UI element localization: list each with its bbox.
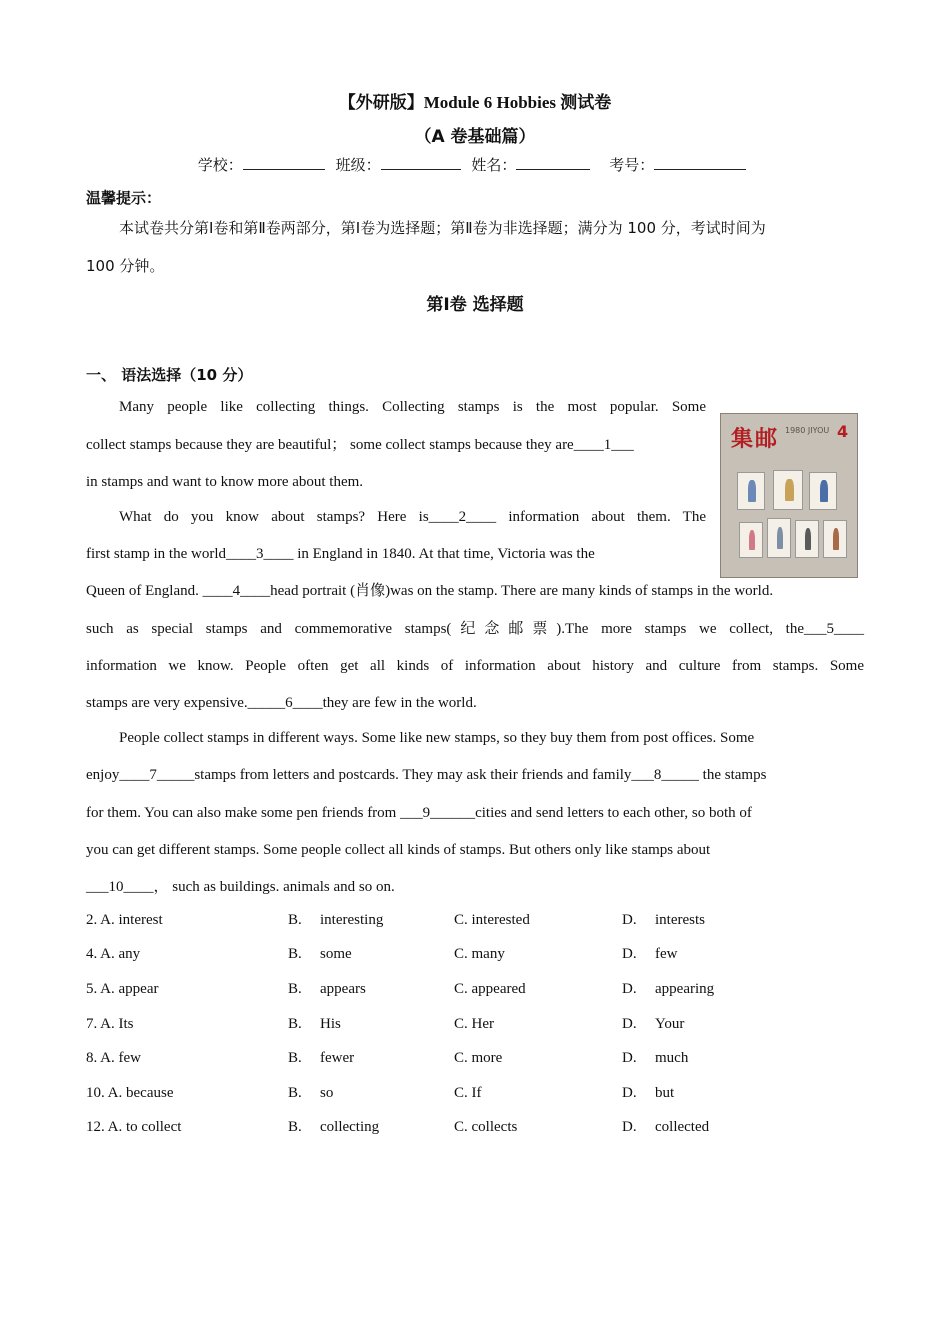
option-d[interactable]: much xyxy=(655,1050,689,1066)
option-b-letter[interactable]: B. xyxy=(288,946,302,962)
option-b[interactable]: collecting xyxy=(320,1119,380,1135)
option-b[interactable]: His xyxy=(320,1016,341,1032)
option-d-letter[interactable]: D. xyxy=(622,946,637,962)
name-blank[interactable] xyxy=(516,155,590,170)
part-heading: 一、 语法选择（10 分） xyxy=(86,366,253,384)
option-row xyxy=(0,946,950,966)
option-a[interactable]: 8. A. few xyxy=(86,1050,141,1066)
option-c[interactable]: C. interested xyxy=(454,912,530,928)
passage-line: such as special stamps and commemorative stamps(纪念邮票).The more stamps we collect, the___5____ xyxy=(86,621,864,637)
option-d-letter[interactable]: D. xyxy=(622,1119,637,1135)
class-label: 班级： xyxy=(335,156,381,174)
option-d-letter[interactable]: D. xyxy=(622,1016,637,1032)
notice-line-2: 100 分钟。 xyxy=(86,257,165,275)
name-label: 姓名： xyxy=(471,156,517,174)
stamp-thumbnail xyxy=(767,518,791,558)
option-a[interactable]: 4. A. any xyxy=(86,946,141,962)
option-b-letter[interactable]: B. xyxy=(288,1016,302,1032)
passage-line: in stamps and want to know more about them. xyxy=(86,474,364,490)
student-info-line xyxy=(0,154,950,175)
option-c[interactable]: C. appeared xyxy=(454,981,526,997)
option-b[interactable]: fewer xyxy=(320,1050,355,1066)
option-b-letter[interactable]: B. xyxy=(288,981,302,997)
passage-line: stamps are very expensive._____6____they are few in the world. xyxy=(86,695,477,711)
passage-line: collect stamps because they are beautiful； some collect stamps because they are____1___ xyxy=(86,437,634,453)
stamp-thumbnail xyxy=(737,472,765,510)
stamp-year: 1980 JIYOU xyxy=(785,426,830,435)
option-d[interactable]: but xyxy=(655,1085,675,1101)
option-row xyxy=(0,1085,950,1105)
option-c[interactable]: C. Her xyxy=(454,1016,494,1032)
option-d-letter[interactable]: D. xyxy=(622,1085,637,1101)
option-b-letter[interactable]: B. xyxy=(288,1085,302,1101)
option-d[interactable]: appearing xyxy=(655,981,715,997)
option-b[interactable]: some xyxy=(320,946,352,962)
passage-line: enjoy____7_____stamps from letters and postcards. They may ask their friends and family___8_____ the stamps xyxy=(86,767,767,783)
school-blank[interactable] xyxy=(243,155,325,170)
school-label: 学校： xyxy=(197,156,243,174)
notice-heading: 温馨提示： xyxy=(86,189,162,207)
option-row xyxy=(0,912,950,932)
exam-subtitle: （A 卷基础篇） xyxy=(414,127,536,147)
stamp-thumbnail xyxy=(773,470,803,510)
option-d-letter[interactable]: D. xyxy=(622,912,637,928)
option-b-letter[interactable]: B. xyxy=(288,912,302,928)
option-c[interactable]: C. collects xyxy=(454,1119,518,1135)
stamp-thumbnail xyxy=(795,520,819,558)
option-b-letter[interactable]: B. xyxy=(288,1050,302,1066)
stamp-thumbnail xyxy=(809,472,837,510)
option-d[interactable]: Your xyxy=(655,1016,685,1032)
option-b[interactable]: interesting xyxy=(320,912,384,928)
option-b[interactable]: appears xyxy=(320,981,366,997)
option-d[interactable]: few xyxy=(655,946,678,962)
option-a[interactable]: 7. A. Its xyxy=(86,1016,134,1032)
option-d[interactable]: interests xyxy=(655,912,705,928)
section-title: 第Ⅰ卷 选择题 xyxy=(426,295,524,315)
option-a[interactable]: 5. A. appear xyxy=(86,981,159,997)
stamp-thumbnail xyxy=(739,522,763,558)
option-b[interactable]: so xyxy=(320,1085,334,1101)
passage-line: Many people like collecting things. Collecting stamps is the most popular. Some xyxy=(119,399,706,415)
option-d[interactable]: collected xyxy=(655,1119,710,1135)
class-blank[interactable] xyxy=(381,155,461,170)
passage-line: People collect stamps in different ways. Some like new stamps, so they buy them from post offices. Some xyxy=(119,730,755,746)
option-c[interactable]: C. If xyxy=(454,1085,482,1101)
stamp-issue-number: 4 xyxy=(837,422,849,441)
option-a[interactable]: 10. A. because xyxy=(86,1085,174,1101)
exam-title: 【外研版】Module 6 Hobbies 测试卷 xyxy=(338,93,612,112)
stamp-thumbnail xyxy=(823,520,847,558)
option-d-letter[interactable]: D. xyxy=(622,981,637,997)
notice-line-1: 本试卷共分第Ⅰ卷和第Ⅱ卷两部分，第Ⅰ卷为选择题；第Ⅱ卷为非选择题；满分为 100 分，考试时间为 xyxy=(119,219,766,237)
passage-line: ___10____， such as buildings. animals and so on. xyxy=(86,879,395,895)
passage-line: for them. You can also make some pen friends from ___9______cities and send letters to each other, so both of xyxy=(86,805,752,821)
option-a[interactable]: 12. A. to collect xyxy=(86,1119,182,1135)
option-row xyxy=(0,1050,950,1070)
option-d-letter[interactable]: D. xyxy=(622,1050,637,1066)
stamp-album-image xyxy=(720,413,858,578)
option-a[interactable]: 2. A. interest xyxy=(86,912,163,928)
exam-number-label: 考号： xyxy=(609,156,655,174)
passage-line: you can get different stamps. Some people collect all kinds of stamps. But others only like stamps about xyxy=(86,842,711,858)
option-c[interactable]: C. more xyxy=(454,1050,503,1066)
stamp-logo: 集邮 xyxy=(731,426,780,452)
option-b-letter[interactable]: B. xyxy=(288,1119,302,1135)
option-row xyxy=(0,1119,950,1139)
option-row xyxy=(0,981,950,1001)
exam-number-blank[interactable] xyxy=(654,155,746,170)
option-row xyxy=(0,1016,950,1036)
option-c[interactable]: C. many xyxy=(454,946,505,962)
passage-line: first stamp in the world____3____ in England in 1840. At that time, Victoria was the xyxy=(86,546,595,562)
passage-line: Queen of England. ____4____head portrait (肖像)was on the stamp. There are many kinds of stamps in the world. xyxy=(86,583,774,599)
passage-line: information we know. People often get all kinds of information about history and culture from stamps. Some xyxy=(86,658,864,674)
passage-line: What do you know about stamps? Here is____2____ information about them. The xyxy=(119,509,706,525)
